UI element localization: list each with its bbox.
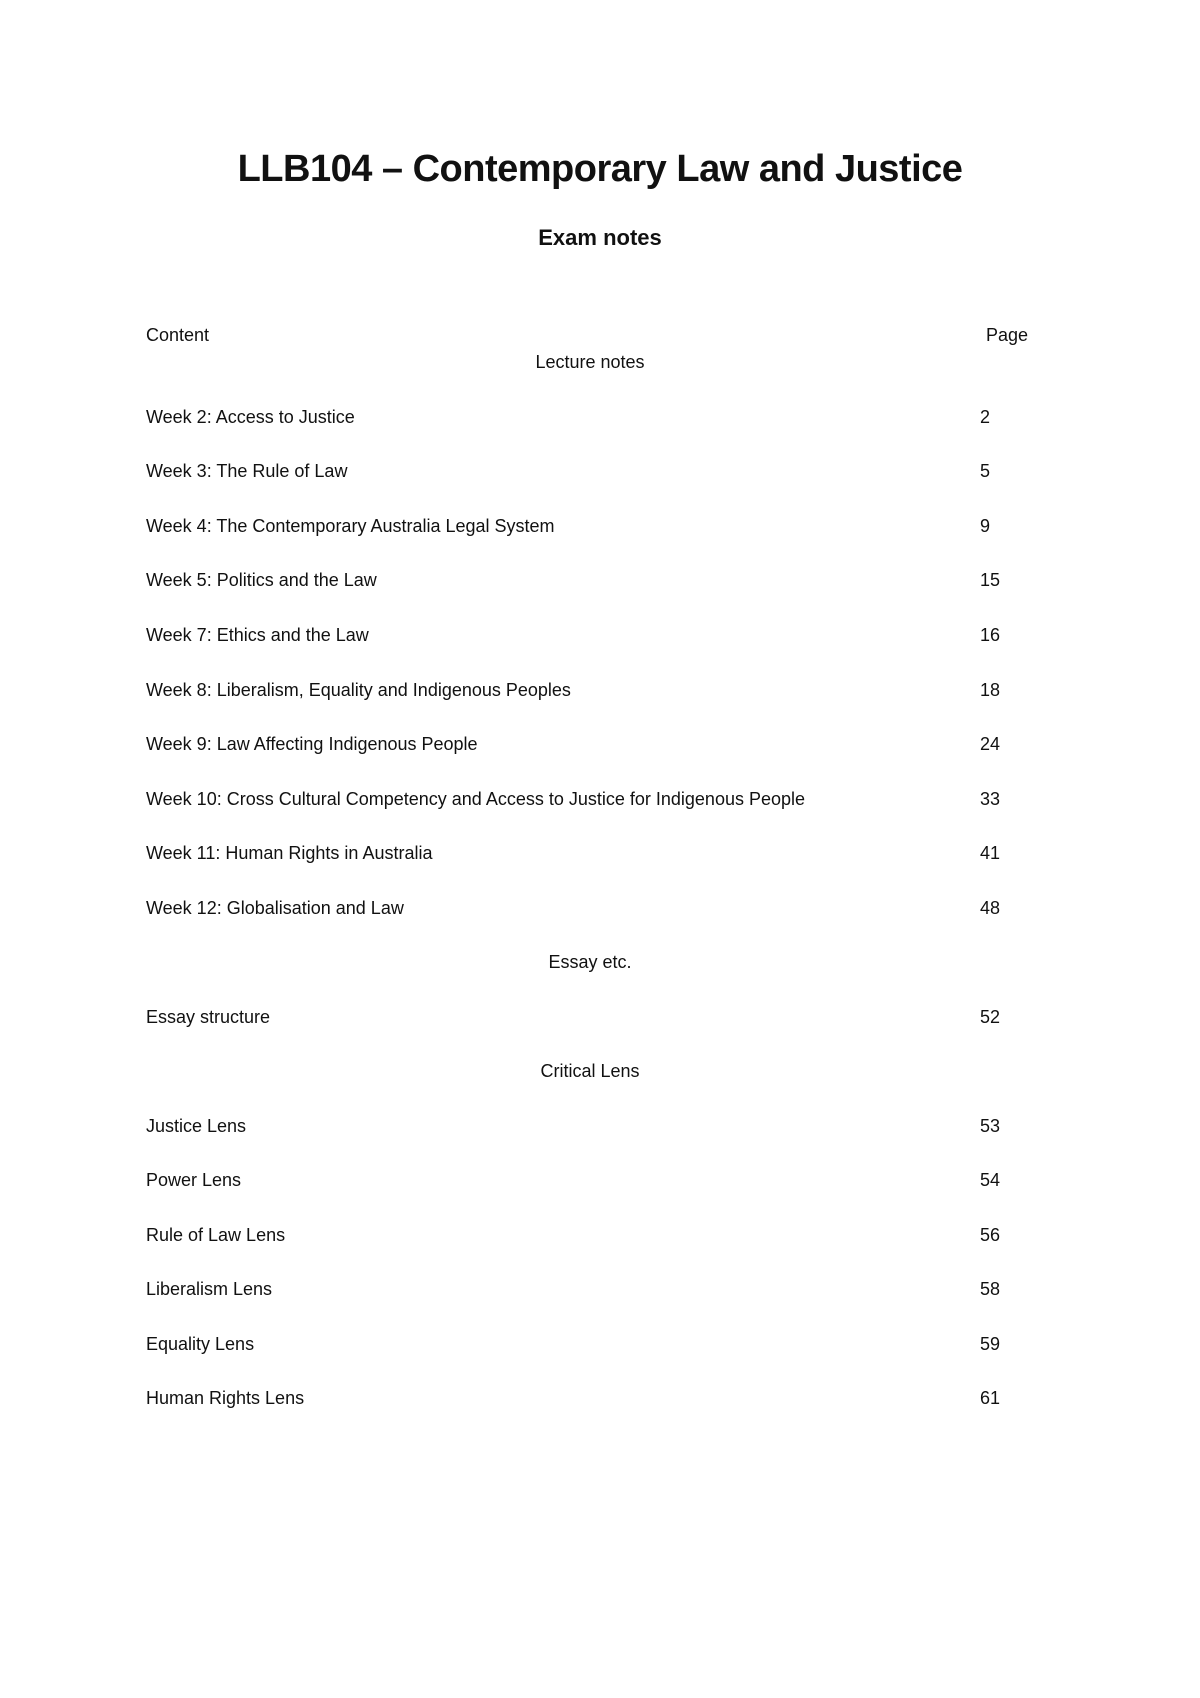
document-title: LLB104 – Contemporary Law and Justice	[237, 148, 963, 190]
toc-entry-page: 33	[980, 789, 1001, 809]
toc-entry	[146, 677, 1046, 703]
toc-entry-label: Week 11: Human Rights in Australia	[146, 843, 433, 863]
toc-entry	[146, 1004, 1046, 1030]
toc-entry	[146, 513, 1046, 539]
toc-entry-label: Justice Lens	[146, 1116, 247, 1136]
toc-entry-label: Week 8: Liberalism, Equality and Indigenous Peoples	[146, 680, 571, 700]
toc-entry	[146, 786, 1046, 812]
toc-page-header: Page	[986, 325, 1029, 345]
toc-entry-page: 59	[980, 1334, 1001, 1354]
toc-entry	[146, 840, 1046, 866]
toc-entry-page: 5	[980, 461, 991, 481]
toc-entry	[146, 404, 1046, 430]
toc-entry-page: 41	[980, 843, 1001, 863]
toc-entry-page: 9	[980, 516, 991, 536]
section-heading-lecture-notes: Lecture notes	[535, 352, 645, 372]
toc-entry-label: Equality Lens	[146, 1334, 255, 1354]
toc-entry	[146, 1113, 1046, 1139]
toc-entry	[146, 1167, 1046, 1193]
toc-entry	[146, 1331, 1046, 1357]
toc-entry-label: Week 4: The Contemporary Australia Legal System	[146, 516, 555, 536]
toc-entry-page: 54	[980, 1170, 1001, 1190]
toc-entry-label: Human Rights Lens	[146, 1388, 305, 1408]
toc-entry-label: Power Lens	[146, 1170, 242, 1190]
toc-entry	[146, 731, 1046, 757]
toc-entry-page: 2	[980, 407, 991, 427]
toc-entry-label: Rule of Law Lens	[146, 1225, 286, 1245]
section-heading-essay: Essay etc.	[548, 952, 632, 972]
toc-entry-label: Week 9: Law Affecting Indigenous People	[146, 734, 478, 754]
toc-entry	[146, 622, 1046, 648]
toc-entry	[146, 1222, 1046, 1248]
toc-entry-label: Week 7: Ethics and the Law	[146, 625, 369, 645]
toc-entry-page: 61	[980, 1388, 1001, 1408]
toc-entry-page: 24	[980, 734, 1001, 754]
toc-entry-label: Week 2: Access to Justice	[146, 407, 355, 427]
toc-entry-label: Week 3: The Rule of Law	[146, 461, 348, 481]
toc-entry-page: 16	[980, 625, 1001, 645]
toc-entry	[146, 458, 1046, 484]
toc-entry	[146, 895, 1046, 921]
toc-entry-label: Week 5: Politics and the Law	[146, 570, 377, 590]
toc-entry-label: Week 12: Globalisation and Law	[146, 898, 404, 918]
toc-content-header: Content	[146, 325, 210, 345]
toc-entry-label: Week 10: Cross Cultural Competency and Access to Justice for Indigenous People	[146, 789, 806, 809]
toc-entry	[146, 567, 1046, 593]
document-subtitle: Exam notes	[538, 225, 662, 250]
toc-entry-page: 15	[980, 570, 1001, 590]
toc-entry-label: Essay structure	[146, 1007, 271, 1027]
toc-entry-page: 58	[980, 1279, 1001, 1299]
toc-entry	[146, 1385, 1046, 1411]
toc-entry-label: Liberalism Lens	[146, 1279, 273, 1299]
toc-header-row	[146, 322, 1046, 348]
section-heading-critical-lens: Critical Lens	[540, 1061, 640, 1081]
toc-entry-page: 18	[980, 680, 1001, 700]
toc-entry-page: 48	[980, 898, 1001, 918]
toc-entry-page: 56	[980, 1225, 1001, 1245]
toc-entry-page: 52	[980, 1007, 1001, 1027]
toc-entry	[146, 1276, 1046, 1302]
toc-entry-page: 53	[980, 1116, 1001, 1136]
